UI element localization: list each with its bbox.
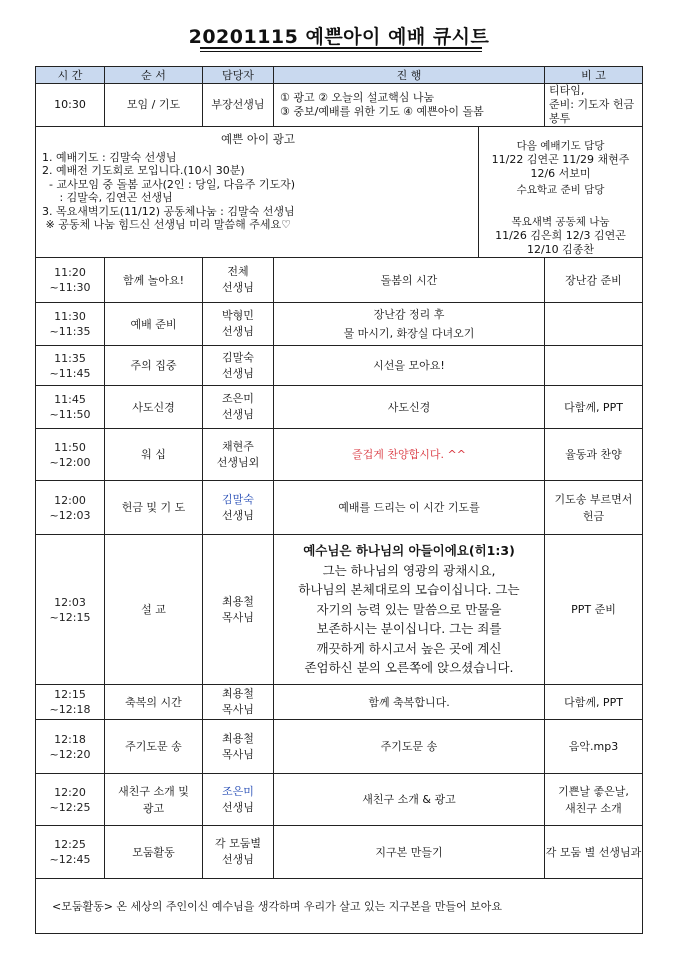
row-note <box>545 346 643 386</box>
row-time: 12:00 ~12:03 <box>36 481 105 535</box>
table-row <box>36 386 643 429</box>
opening-progress-line-2: ③ 중보/예배를 위한 기도 ④ 예쁜아이 돌봄 <box>280 105 484 118</box>
row-program: 설 교 <box>105 535 203 685</box>
row-note: 기쁜날 좋은날, 새친구 소개 <box>545 774 643 826</box>
row-program: 헌금 및 기 도 <box>105 481 203 535</box>
row-leader: 각 모둠별 선생님 <box>203 826 274 879</box>
announcement-row <box>36 127 643 258</box>
row-description: 예배를 드리는 이 시간 기도를 <box>274 481 545 535</box>
row-time: 12:25 ~12:45 <box>36 826 105 879</box>
row-note: 장난감 준비 <box>545 258 643 303</box>
table-row <box>36 258 643 303</box>
row-time: 11:20 ~11:30 <box>36 258 105 303</box>
row-time: 12:20 ~12:25 <box>36 774 105 826</box>
table-row <box>36 774 643 826</box>
announcement-box <box>36 127 479 258</box>
row-time: 12:18 ~12:20 <box>36 720 105 774</box>
row-time: 12:15 ~12:18 <box>36 685 105 720</box>
row-leader: 최용철 목사님 <box>203 535 274 685</box>
footer-note: <모둠활동> 온 세상의 주인이신 예수님을 생각하며 우리가 살고 있는 지구본을 만들어 보아요 <box>36 879 643 934</box>
row-description: 장난감 정리 후 물 마시기, 화장실 다녀오기 <box>274 303 545 346</box>
row-description: 함께 축복합니다. <box>274 685 545 720</box>
row-leader: 김말숙 선생님 <box>203 346 274 386</box>
announcement-line: : 김말숙, 김연곤 선생님 <box>42 191 173 204</box>
row-note: PPT 준비 <box>545 535 643 685</box>
sermon-line: 깨끗하게 하시고서 높은 곳에 계신 <box>316 640 502 656</box>
announcement-line: ※ 공동체 나눔 힘드신 선생님 미리 말씀해 주세요♡ <box>42 218 291 231</box>
table-row <box>36 429 643 481</box>
row-note: 다함께, PPT <box>545 685 643 720</box>
next-prayer-list: 11/22 김연곤 11/29 채현주 12/6 서보미 <box>491 153 630 180</box>
row-leader: 채현주 선생님외 <box>203 429 274 481</box>
row-time: 11:50 ~12:00 <box>36 429 105 481</box>
header-leader: 담당자 <box>203 67 274 84</box>
row-program: 주기도문 송 <box>105 720 203 774</box>
sermon-line: 보존하시는 분이십니다. 그는 죄를 <box>316 621 502 637</box>
opening-progress-line-1: ① 광고 ② 오늘의 설교핵심 나눔 <box>280 91 435 104</box>
wed-school-title: 수요학교 준비 담당 <box>516 184 605 196</box>
row-note: 음악.mp3 <box>545 720 643 774</box>
row-description: 주기도문 송 <box>274 720 545 774</box>
row-program: 워 십 <box>105 429 203 481</box>
thu-dawn-list: 11/26 김은희 12/3 김연곤 12/10 김종찬 <box>495 229 626 256</box>
sermon-line: 존엄하신 분의 오른쪽에 앉으셨습니다. <box>304 660 514 676</box>
row-leader: 최용철 목사님 <box>203 720 274 774</box>
row-description: 사도신경 <box>274 386 545 429</box>
row-program: 주의 집중 <box>105 346 203 386</box>
page-title: 20201115 예쁜아이 예배 큐시트 <box>188 26 490 48</box>
header-time: 시 간 <box>36 67 105 84</box>
opening-order: 모임 / 기도 <box>105 84 203 127</box>
row-description: 돌봄의 시간 <box>274 258 545 303</box>
row-program: 사도신경 <box>105 386 203 429</box>
row-program: 모둠활동 <box>105 826 203 879</box>
header-row <box>36 67 643 84</box>
table-row <box>36 826 643 879</box>
row-description: 지구본 만들기 <box>274 826 545 879</box>
row-time: 11:35 ~11:45 <box>36 346 105 386</box>
table-row <box>36 720 643 774</box>
sermon-line: 하나님의 본체대로의 모습이십니다. 그는 <box>298 582 520 598</box>
row-program: 새친구 소개 및 광고 <box>105 774 203 826</box>
sermon-line: 예수님은 하나님의 아들이에요(히1:3) <box>303 543 515 559</box>
row-time: 11:30 ~11:35 <box>36 303 105 346</box>
row-leader: 김말숙 선생님 <box>203 481 274 535</box>
opening-leader: 부장선생님 <box>203 84 274 127</box>
schedule-box <box>479 127 643 258</box>
announcement-line: 1. 예배기도 : 김말숙 선생님 <box>42 150 177 164</box>
sermon-line: 그는 하나님의 영광의 광채시요, <box>322 562 496 578</box>
opening-note-line-1: 티타임, <box>549 84 585 97</box>
announcement-line: - 교사모임 중 돌봄 교사(2인 : 당일, 다음주 기도자) <box>42 177 295 191</box>
row-time: 11:45 ~11:50 <box>36 386 105 429</box>
next-prayer-title: 다음 예배기도 담당 <box>516 140 605 152</box>
sermon-line: 자기의 능력 있는 말씀으로 만물을 <box>316 601 502 617</box>
table-row <box>36 303 643 346</box>
row-note: 각 모둠 별 선생님과 <box>545 826 643 879</box>
row-note: 다함께, PPT <box>545 386 643 429</box>
row-description: 즐겁게 찬양합시다. ^^ <box>274 429 545 481</box>
row-note <box>545 303 643 346</box>
row-leader: 조은미 선생님 <box>203 386 274 429</box>
table-row <box>36 481 643 535</box>
cue-sheet-table <box>35 66 643 934</box>
opening-note-line-2: 준비: 기도자 헌금봉투 <box>549 98 635 125</box>
row-leader: 최용철 목사님 <box>203 685 274 720</box>
row-note: 기도송 부르면서 헌금 <box>545 481 643 535</box>
announcement-line: 2. 예배전 기도회로 모입니다.(10시 30분) <box>42 164 245 177</box>
row-leader: 전체 선생님 <box>203 258 274 303</box>
row-description: 시선을 모아요! <box>274 346 545 386</box>
header-order: 순 서 <box>105 67 203 84</box>
row-program: 함께 놀아요! <box>105 258 203 303</box>
thu-dawn-title: 목요새벽 공동체 나눔 <box>511 216 610 228</box>
title-underline <box>200 47 482 49</box>
row-description: 새친구 소개 & 광고 <box>274 774 545 826</box>
announcement-title: 예쁜 아이 광고 <box>221 132 295 146</box>
row-program: 축복의 시간 <box>105 685 203 720</box>
row-time: 12:03 ~12:15 <box>36 535 105 685</box>
title-underline-2 <box>200 51 482 52</box>
row-leader: 박형민 선생님 <box>203 303 274 346</box>
row-leader: 조은미 선생님 <box>203 774 274 826</box>
sermon-text <box>274 535 545 685</box>
table-row <box>36 685 643 720</box>
row-program: 예배 준비 <box>105 303 203 346</box>
row-note: 율동과 찬양 <box>545 429 643 481</box>
opening-progress <box>274 84 545 127</box>
opening-time: 10:30 <box>36 84 105 127</box>
header-progress: 진 행 <box>274 67 545 84</box>
footer-row <box>36 879 643 934</box>
announcement-line: 3. 목요새벽기도(11/12) 공동체나눔 : 김말숙 선생님 <box>42 204 295 218</box>
table-row <box>36 346 643 386</box>
opening-note <box>545 84 643 127</box>
table-row <box>36 535 643 685</box>
opening-row <box>36 84 643 127</box>
header-note: 비 고 <box>545 67 643 84</box>
